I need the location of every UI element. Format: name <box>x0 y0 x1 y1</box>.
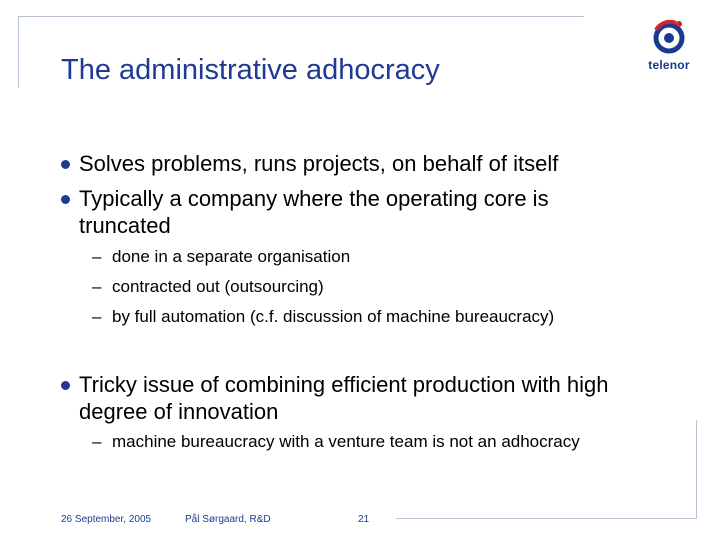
sub-bullet-text: machine bureaucracy with a venture team is not an adhocracy <box>112 432 580 451</box>
sub-bullet-dash: – <box>92 307 102 326</box>
sub-bullet-dash: – <box>92 277 102 296</box>
sub-bullet-dash: – <box>92 247 102 266</box>
bullet-text: Typically a company where the operating core is truncated <box>79 186 549 238</box>
sub-bullet-item <box>92 306 554 328</box>
frame-top-line <box>18 16 584 17</box>
bullet-icon <box>61 195 70 204</box>
bullet-text: Tricky issue of combining efficient production with high degree of innovation <box>79 372 609 424</box>
bullet-icon <box>61 160 70 169</box>
telenor-logo-icon <box>634 20 704 60</box>
sub-bullet-text: done in a separate organisation <box>112 247 351 266</box>
logo-wordmark: telenor <box>648 58 690 72</box>
bullet-icon <box>61 381 70 390</box>
sub-bullet-item <box>92 431 580 453</box>
sub-bullet-item <box>92 246 350 268</box>
footer-author: Pål Sørgaard, R&D <box>185 514 271 525</box>
sub-bullet-item <box>92 276 324 298</box>
frame-bottom-line <box>396 518 696 519</box>
footer-page-number: 21 <box>358 514 370 525</box>
sub-bullet-text: contracted out (outsourcing) <box>112 277 324 296</box>
slide-title: The administrative adhocracy <box>61 54 440 86</box>
footer-date: 26 September, 2005 <box>61 514 152 525</box>
sub-bullet-dash: – <box>92 432 102 451</box>
bullet-text: Solves problems, runs projects, on behalf of itself <box>79 151 559 176</box>
frame-right-line <box>696 420 697 519</box>
frame-left-line <box>18 16 19 88</box>
sub-bullet-text: by full automation (c.f. discussion of machine bureaucracy) <box>112 307 555 326</box>
telenor-logo <box>634 20 704 80</box>
